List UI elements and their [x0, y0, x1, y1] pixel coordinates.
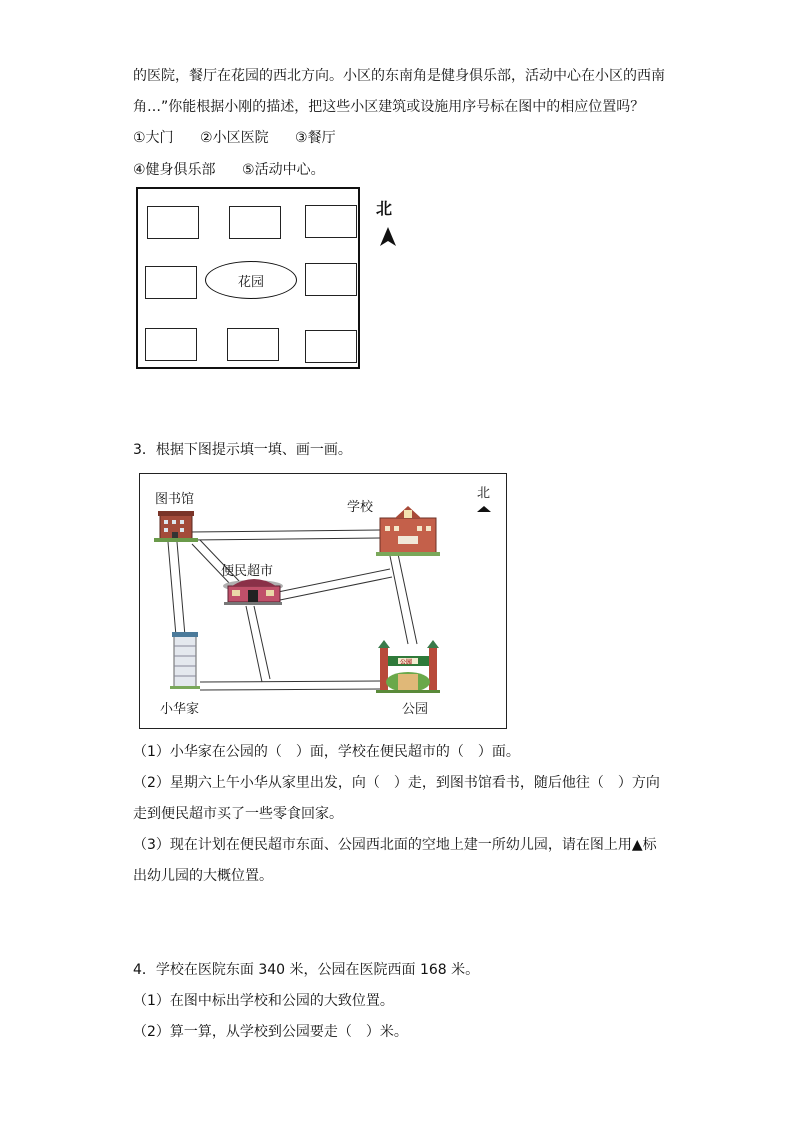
- option-fitness-club: ④健身俱乐部: [133, 162, 216, 178]
- map-slot-sw[interactable]: [145, 328, 197, 361]
- road-library-school: [190, 530, 380, 532]
- supermarket-building-icon: [223, 579, 283, 605]
- q2-options-row1: [133, 128, 358, 148]
- school-building-icon: [376, 506, 440, 556]
- q4-title: 4．学校在医院东面 340 米，公园在医院西面 168 米。: [133, 962, 480, 978]
- q3-title: 3．根据下图提示填一填、画一画。: [133, 442, 352, 458]
- north-arrow-icon: [477, 506, 491, 512]
- map-slot-w[interactable]: [145, 266, 197, 299]
- home-label: 小华家: [160, 702, 200, 717]
- option-activity-center: ⑤活动中心。: [242, 162, 325, 178]
- route-map: [139, 473, 507, 729]
- north-arrow-icon: [379, 226, 397, 248]
- park-gate-icon: [376, 640, 440, 693]
- library-building-icon: [154, 511, 198, 542]
- q4-sub1: （1）在图中标出学校和公园的大致位置。: [133, 993, 394, 1009]
- q3-sub1: （1）小华家在公园的（ ）面，学校在便民超市的（ ）面。: [133, 744, 520, 760]
- map-slot-e[interactable]: [305, 263, 357, 296]
- route-map-drawing: [140, 474, 508, 730]
- q2-options-row2: [133, 160, 347, 180]
- q3-sub3-line1: （3）现在计划在便民超市东面、公园西北面的空地上建一所幼儿园，请在图上用▲标: [133, 837, 657, 853]
- home-building-icon: [170, 632, 200, 689]
- north-label: 北: [477, 486, 491, 501]
- library-label: 图书馆: [155, 492, 195, 507]
- map-slot-nw[interactable]: [147, 206, 199, 239]
- park-sign-text: 公园: [400, 659, 413, 666]
- q3-sub2-line2: 走到便民超市买了一些零食回家。: [133, 806, 343, 822]
- map-slot-s[interactable]: [227, 328, 279, 361]
- road-market-south: [246, 606, 262, 682]
- garden-label: 花园: [237, 274, 264, 290]
- supermarket-label: 便民超市: [221, 564, 274, 579]
- school-label: 学校: [347, 500, 374, 515]
- option-restaurant: ③餐厅: [295, 130, 336, 146]
- map-slot-se[interactable]: [305, 330, 357, 363]
- q2-text-line1: 的医院，餐厅在花园的西北方向。小区的东南角是健身俱乐部，活动中心在小区的西南: [133, 68, 665, 84]
- road-school-park: [390, 556, 408, 644]
- north-label: 北: [376, 199, 393, 218]
- garden-ellipse: [205, 261, 297, 299]
- park-label: 公园: [402, 702, 429, 717]
- option-gate: ①大门: [133, 130, 174, 146]
- q2-text-line2: 角…”你能根据小刚的描述，把这些小区建筑或设施用序号标在图中的相应位置吗？: [133, 99, 645, 115]
- map-slot-ne[interactable]: [305, 205, 357, 238]
- q3-sub3-line2: 出幼儿园的大概位置。: [133, 868, 273, 884]
- option-hospital: ②小区医院: [200, 130, 269, 146]
- map-slot-n[interactable]: [229, 206, 281, 239]
- road-library-home: [168, 542, 176, 636]
- q3-sub2-line1: （2）星期六上午小华从家里出发，向（ ）走，到图书馆看书，随后他往（ ）方向: [133, 775, 660, 791]
- community-map: [136, 187, 360, 369]
- q4-sub2: （2）算一算，从学校到公园要走（ ）米。: [133, 1024, 408, 1040]
- road-home-park: [200, 681, 380, 682]
